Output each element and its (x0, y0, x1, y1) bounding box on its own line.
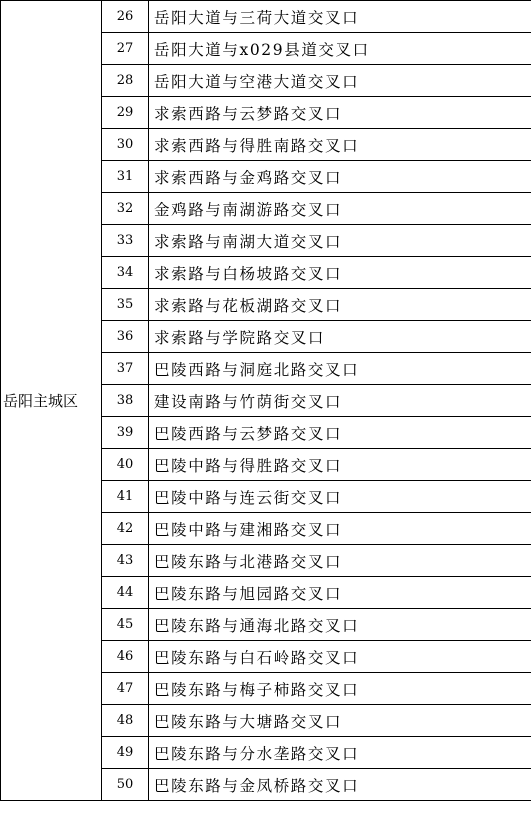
row-number-cell: 50 (102, 769, 149, 801)
intersection-name-cell: 金鸡路与南湖游路交叉口 (149, 193, 531, 225)
table-row (1, 1, 531, 33)
intersection-name-cell: 巴陵东路与旭园路交叉口 (149, 577, 531, 609)
intersection-name-cell: 求索西路与云梦路交叉口 (149, 97, 531, 129)
intersection-name-cell: 求索路与白杨坡路交叉口 (149, 257, 531, 289)
row-number-cell: 47 (102, 673, 149, 705)
row-number-cell: 32 (102, 193, 149, 225)
intersection-name-cell: 巴陵东路与梅子柿路交叉口 (149, 673, 531, 705)
intersection-name-cell: 建设南路与竹荫街交叉口 (149, 385, 531, 417)
row-number-cell: 28 (102, 65, 149, 97)
intersection-name-cell: 巴陵西路与洞庭北路交叉口 (149, 353, 531, 385)
row-number-cell: 31 (102, 161, 149, 193)
intersection-name-cell: 求索路与花板湖路交叉口 (149, 289, 531, 321)
row-number-cell: 35 (102, 289, 149, 321)
intersection-name-cell: 巴陵东路与通海北路交叉口 (149, 609, 531, 641)
intersection-name-cell: 求索路与南湖大道交叉口 (149, 225, 531, 257)
intersection-name-cell: 巴陵东路与金凤桥路交叉口 (149, 769, 531, 801)
intersection-name-cell: 求索西路与金鸡路交叉口 (149, 161, 531, 193)
row-number-cell: 45 (102, 609, 149, 641)
row-number-cell: 37 (102, 353, 149, 385)
row-number-cell: 44 (102, 577, 149, 609)
row-number-cell: 26 (102, 1, 149, 33)
row-number-cell: 39 (102, 417, 149, 449)
row-number-cell: 38 (102, 385, 149, 417)
row-number-cell: 43 (102, 545, 149, 577)
row-number-cell: 29 (102, 97, 149, 129)
row-number-cell: 40 (102, 449, 149, 481)
intersection-name-cell: 巴陵中路与连云街交叉口 (149, 481, 531, 513)
row-number-cell: 42 (102, 513, 149, 545)
intersection-name-cell: 岳阳大道与空港大道交叉口 (149, 65, 531, 97)
intersection-name-cell: 巴陵中路与得胜路交叉口 (149, 449, 531, 481)
intersection-name-cell: 求索路与学院路交叉口 (149, 321, 531, 353)
intersection-name-cell: 岳阳大道与x029县道交叉口 (149, 33, 531, 65)
row-number-cell: 41 (102, 481, 149, 513)
row-number-cell: 48 (102, 705, 149, 737)
row-number-cell: 36 (102, 321, 149, 353)
row-number-cell: 49 (102, 737, 149, 769)
table-body (1, 1, 531, 801)
intersection-name-cell: 巴陵东路与白石岭路交叉口 (149, 641, 531, 673)
intersection-name-cell: 巴陵东路与北港路交叉口 (149, 545, 531, 577)
intersection-name-cell: 巴陵东路与分水垄路交叉口 (149, 737, 531, 769)
intersection-name-cell: 岳阳大道与三荷大道交叉口 (149, 1, 531, 33)
row-number-cell: 30 (102, 129, 149, 161)
intersection-name-cell: 巴陵东路与大塘路交叉口 (149, 705, 531, 737)
row-number-cell: 33 (102, 225, 149, 257)
row-number-cell: 34 (102, 257, 149, 289)
row-number-cell: 46 (102, 641, 149, 673)
intersection-name-cell: 巴陵西路与云梦路交叉口 (149, 417, 531, 449)
intersection-name-cell: 求索西路与得胜南路交叉口 (149, 129, 531, 161)
intersection-name-cell: 巴陵中路与建湘路交叉口 (149, 513, 531, 545)
row-number-cell: 27 (102, 33, 149, 65)
district-cell: 岳阳主城区 (1, 1, 102, 801)
